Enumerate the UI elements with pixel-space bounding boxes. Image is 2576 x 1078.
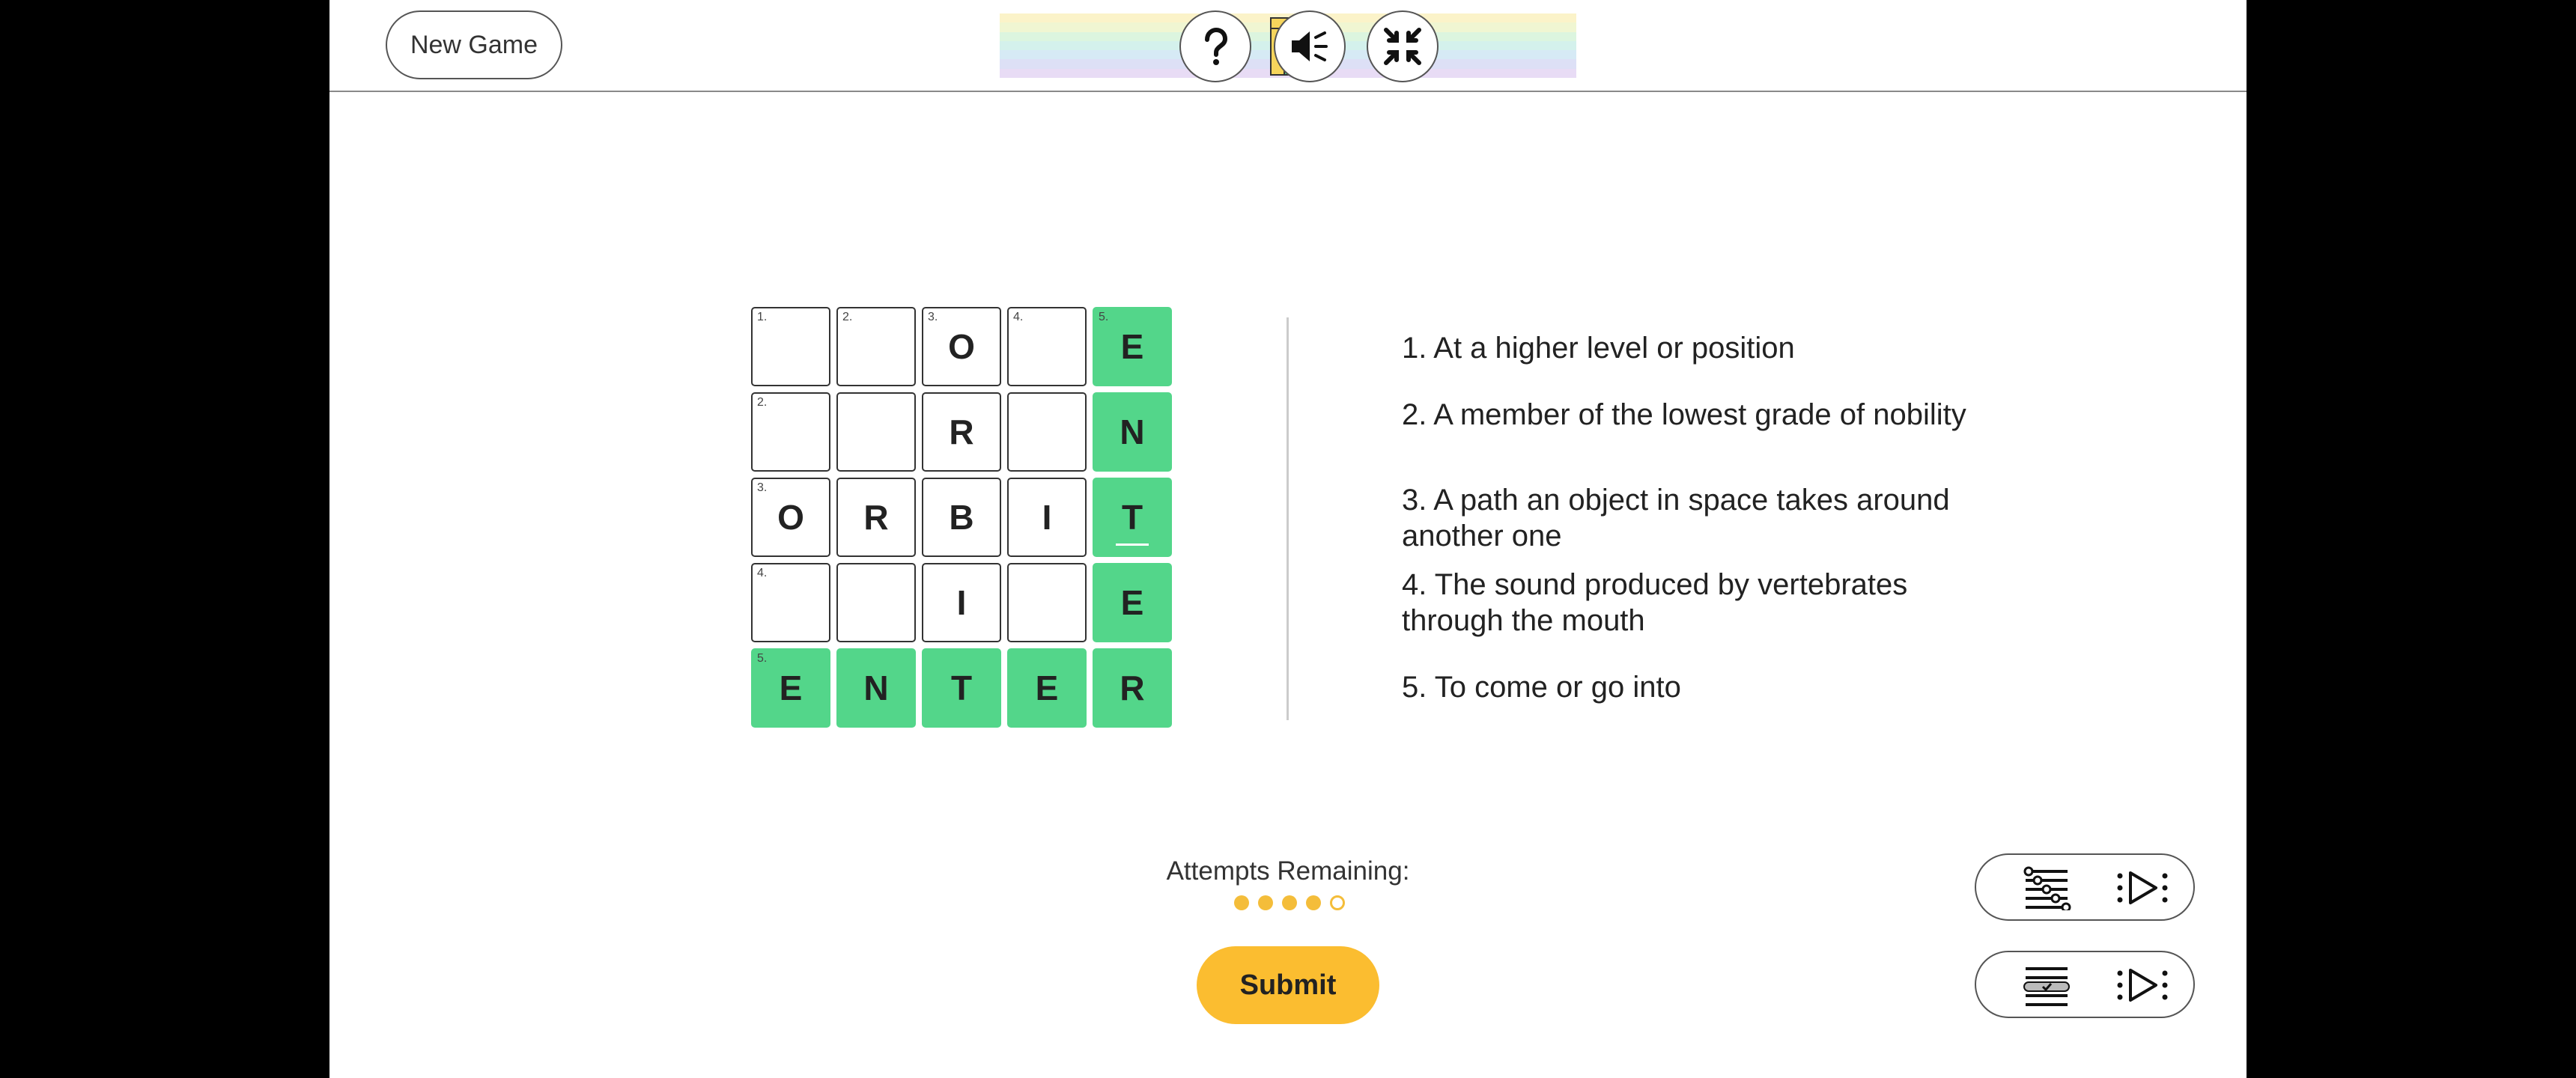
play-step-icon [2115, 963, 2169, 1008]
clue-2[interactable]: 2. A member of the lowest grade of nobility [1402, 398, 1966, 431]
exit-fullscreen-icon [1380, 24, 1425, 69]
grid-cell[interactable] [1093, 307, 1172, 386]
crossword-grid [751, 307, 1172, 728]
attempt-dot [1234, 895, 1249, 910]
hint-control-2[interactable] [1975, 951, 2195, 1018]
grid-cell[interactable] [751, 478, 830, 557]
cell-number: 2. [842, 311, 853, 323]
help-button[interactable] [1179, 10, 1251, 82]
grid-cell[interactable] [836, 478, 916, 557]
game-app [329, 0, 2247, 1078]
grid-cell[interactable] [751, 392, 830, 472]
grid-cell[interactable] [1093, 563, 1172, 642]
play-step-icon [2115, 865, 2169, 910]
cell-letter: I [956, 583, 967, 622]
fullscreen-button[interactable] [1367, 10, 1439, 82]
clue-5[interactable]: 5. To come or go into [1402, 671, 1681, 704]
cell-letter: E [1120, 583, 1144, 622]
attempt-dot [1258, 895, 1273, 910]
question-mark-icon [1193, 24, 1238, 69]
checked-list-icon [2020, 963, 2074, 1008]
grid-cell[interactable] [922, 648, 1001, 728]
grid-cell[interactable] [922, 563, 1001, 642]
cell-number: 5. [1099, 311, 1109, 323]
grid-cell[interactable] [836, 563, 916, 642]
grid-cell[interactable] [1007, 392, 1087, 472]
grid-cell[interactable] [1007, 563, 1087, 642]
grid-cell[interactable] [836, 307, 916, 386]
speaker-icon [1286, 22, 1334, 70]
top-bar [329, 0, 2247, 92]
cell-number: 4. [1013, 311, 1024, 323]
clue-3[interactable]: 3. A path an object in space takes around another one [1402, 484, 1950, 552]
attempt-dot [1282, 895, 1297, 910]
attempts-indicator [1234, 895, 1345, 910]
cell-letter: T [950, 669, 973, 707]
grid-cell[interactable] [1007, 478, 1087, 557]
cell-letter: E [1035, 669, 1059, 707]
cell-letter: O [777, 498, 804, 537]
cell-letter: B [949, 498, 974, 537]
cell-letter: I [1042, 498, 1052, 537]
cell-letter: E [1120, 327, 1144, 366]
grid-cell[interactable] [751, 307, 830, 386]
grid-cell[interactable] [836, 392, 916, 472]
cell-number: 3. [757, 481, 768, 494]
clue-1[interactable]: 1. At a higher level or position [1402, 332, 1795, 365]
cell-letter: O [948, 327, 975, 366]
attempts-remaining-label: Attempts Remaining: [1166, 856, 1410, 886]
sliders-list-icon [2020, 865, 2074, 910]
cell-letter: E [779, 669, 803, 707]
new-game-button[interactable]: New Game [386, 10, 562, 79]
submit-button[interactable]: Submit [1197, 946, 1379, 1024]
cell-number: 1. [757, 311, 768, 323]
cell-number: 3. [928, 311, 938, 323]
sound-button[interactable] [1274, 10, 1346, 82]
grid-cell[interactable] [922, 478, 1001, 557]
cell-number: 5. [757, 652, 768, 665]
attempt-dot [1306, 895, 1321, 910]
cell-letter: N [863, 669, 889, 707]
grid-cell[interactable] [1093, 648, 1172, 728]
grid-cell[interactable] [751, 648, 830, 728]
grid-cell[interactable] [836, 648, 916, 728]
grid-cell[interactable] [1093, 392, 1172, 472]
grid-cell[interactable] [1007, 648, 1087, 728]
cell-letter: R [1120, 669, 1145, 707]
grid-cell[interactable] [1007, 307, 1087, 386]
cell-letter: R [863, 498, 889, 537]
cell-number: 4. [757, 567, 768, 579]
grid-cell[interactable] [1093, 478, 1172, 557]
divider [1287, 317, 1289, 720]
cell-letter: N [1120, 412, 1145, 451]
hint-control-1[interactable] [1975, 853, 2195, 921]
cell-letter: R [949, 412, 974, 451]
attempt-dot [1330, 895, 1345, 910]
grid-cell[interactable] [751, 563, 830, 642]
grid-cell[interactable] [922, 307, 1001, 386]
cell-number: 2. [757, 396, 768, 409]
grid-cell[interactable] [922, 392, 1001, 472]
cell-letter: T [1116, 497, 1149, 546]
clue-4[interactable]: 4. The sound produced by vertebrates through the mouth [1402, 568, 1908, 637]
